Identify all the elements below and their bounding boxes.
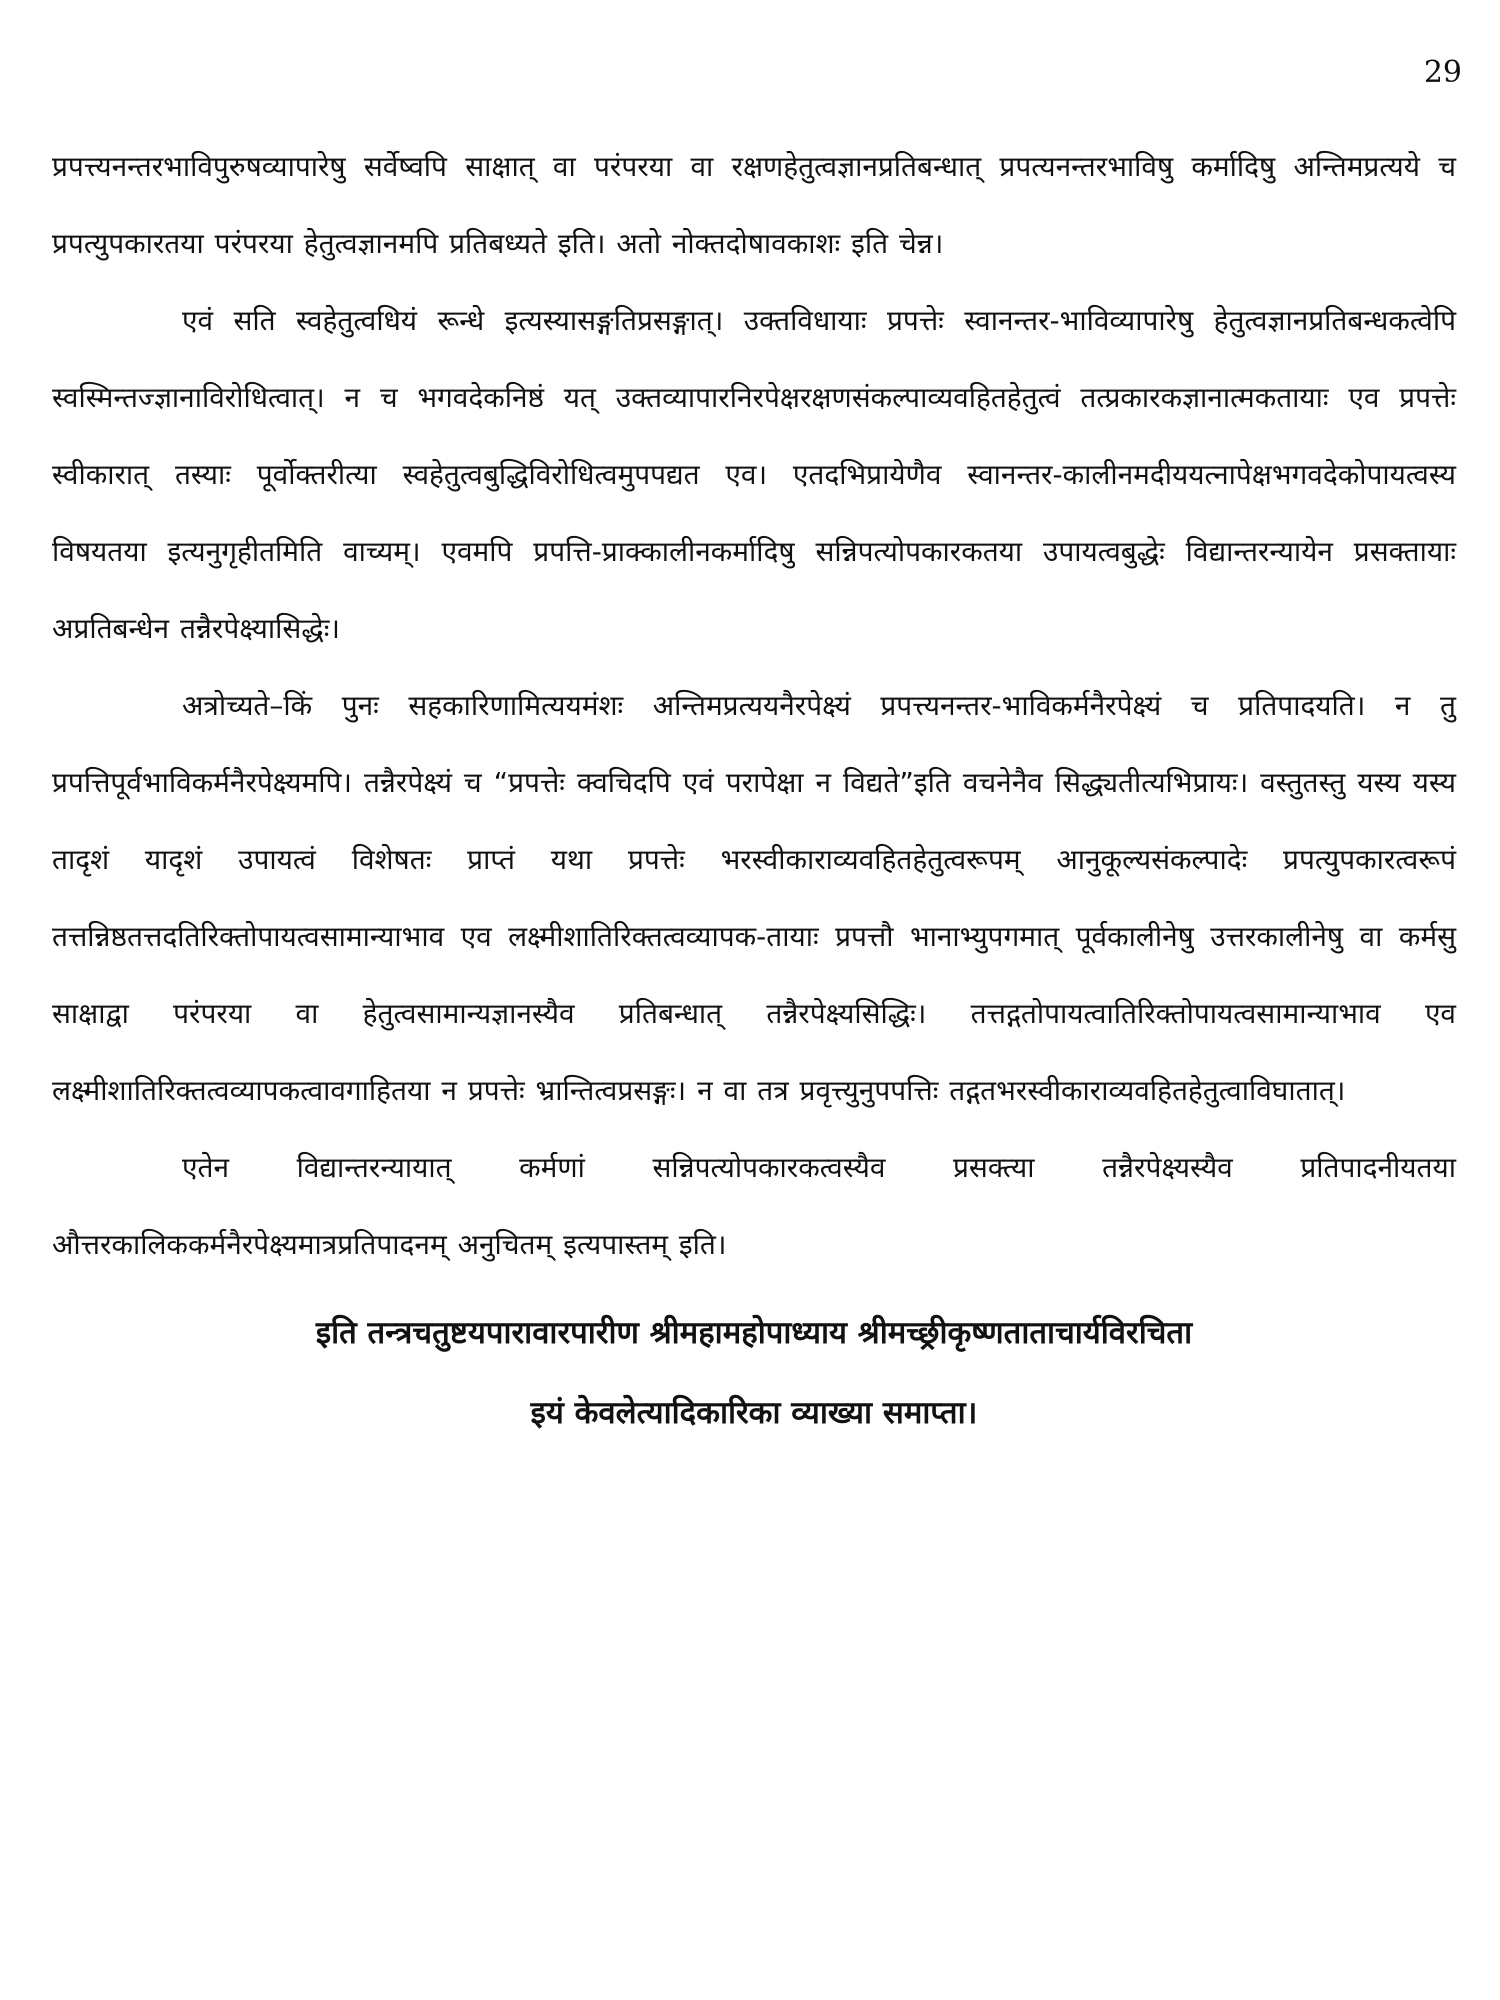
paragraph-3: अत्रोच्यते–किं पुनः सहकारिणामित्ययमंशः अन्तिमप्रत्ययनैरपेक्ष्यं प्रपत्त्यनन्तर-भाविकर्मनैरपेक्ष्यं च प्रतिपादयति। न तु प्रपत्तिपूर्वभाविकर्मनैरपेक्ष्यमपि। तन्नैरपेक्ष्यं च “प्रपत्तेः क्वचिदपि एवं परापेक्षा न विद्यते”इति वचनेनैव सिद्ध्यतीत्यभिप्रायः। वस्तुतस्तु यस्य यस्य तादृशं यादृशं उपायत्वं विशेषतः प्राप्तं यथा प्रपत्तेः भरस्वीकाराव्यवहितहेतुत्वरूपम् आनुकूल्यसंकल्पादेः प्रपत्युपकारत्वरूपं तत्तन्निष्ठतत्तदतिरिक्तोपायत्वसामान्याभाव एव लक्ष्मीशातिरिक्तत्वव्यापक-तायाः प्रपत्तौ भानाभ्युपगमात् पूर्वकालीनेषु उत्तरकालीनेषु वा कर्मसु साक्षाद्वा परंपरया वा हेतुत्वसामान्यज्ञानस्यैव प्रतिबन्धात् तन्नैरपेक्ष्यसिद्धिः। तत्तद्गतोपायत्वातिरिक्तोपायत्वसामान्याभाव एव लक्ष्मीशातिरिक्तत्वव्यापकत्वावगाहितया न प्रपत्तेः भ्रान्तित्वप्रसङ्गः। न वा तत्र प्रवृत्त्युनुपपत्तिः तद्गतभरस्वीकाराव्यवहितहेतुत्वाविघातात्।: [52, 689, 1456, 1107]
colophon: [52, 1293, 1456, 1453]
colophon-line-2: इयं केवलेत्यादिकारिका व्याख्या समाप्ता।: [530, 1395, 978, 1431]
paragraph-2: एवं सति स्वहेतुत्वधियं रून्धे इत्यस्यासङ्गतिप्रसङ्गात्। उक्तविधायाः प्रपत्तेः स्वानन्तर-भाविव्यापारेषु हेतुत्वज्ञानप्रतिबन्धकत्वेपि स्वस्मिन्तज्ज्ञानाविरोधित्वात्। न च भगवदेकनिष्ठं यत् उक्तव्यापारनिरपेक्षरक्षणसंकल्पाव्यवहितहेतुत्वं तत्प्रकारकज्ञानात्मकतायाः एव प्रपत्तेः स्वीकारात् तस्याः पूर्वोक्तरीत्या स्वहेतुत्वबुद्धिविरोधित्वमुपपद्यत एव। एतदभिप्रायेणैव स्वानन्तर-कालीनमदीययत्नापेक्षभगवदेकोपायत्वस्य विषयतया इत्यनुगृहीतमिति वाच्यम्। एवमपि प्रपत्ति-प्राक्कालीनकर्मादिषु सन्निपत्योपकारकतया उपायत्वबुद्धेः विद्यान्तरन्यायेन प्रसक्तायाः अप्रतिबन्धेन तन्नैरपेक्ष्यासिद्धेः।: [52, 304, 1456, 645]
paragraph-1: प्रपत्त्यनन्तरभाविपुरुषव्यापारेषु सर्वेष्वपि साक्षात् वा परंपरया वा रक्षणहेतुत्वज्ञानप्रतिबन्धात् प्रपत्यनन्तरभाविषु कर्मादिषु अन्तिमप्रत्यये च प्रपत्युपकारतया परंपरया हेतुत्वज्ञानमपि प्रतिबध्यते इति। अतो नोक्तदोषावकाशः इति चेन्न।: [52, 150, 1456, 260]
body-text: [52, 128, 1456, 1453]
paragraph-4: एतेन विद्यान्तरन्यायात् कर्मणां सन्निपत्योपकारकत्वस्यैव प्रसक्त्या तन्नैरपेक्ष्यस्यैव प्रतिपादनीयतया औत्तरकालिककर्मनैरपेक्ष्यमात्रप्रतिपादनम् अनुचितम् इत्यपास्तम् इति।: [52, 1151, 1456, 1261]
page-number: 29: [1423, 55, 1462, 90]
colophon-line-1: इति तन्त्रचतुष्टयपारावारपारीण श्रीमहामहोपाध्याय श्रीमच्छ्रीकृष्णताताचार्यविरचिता: [315, 1315, 1193, 1351]
